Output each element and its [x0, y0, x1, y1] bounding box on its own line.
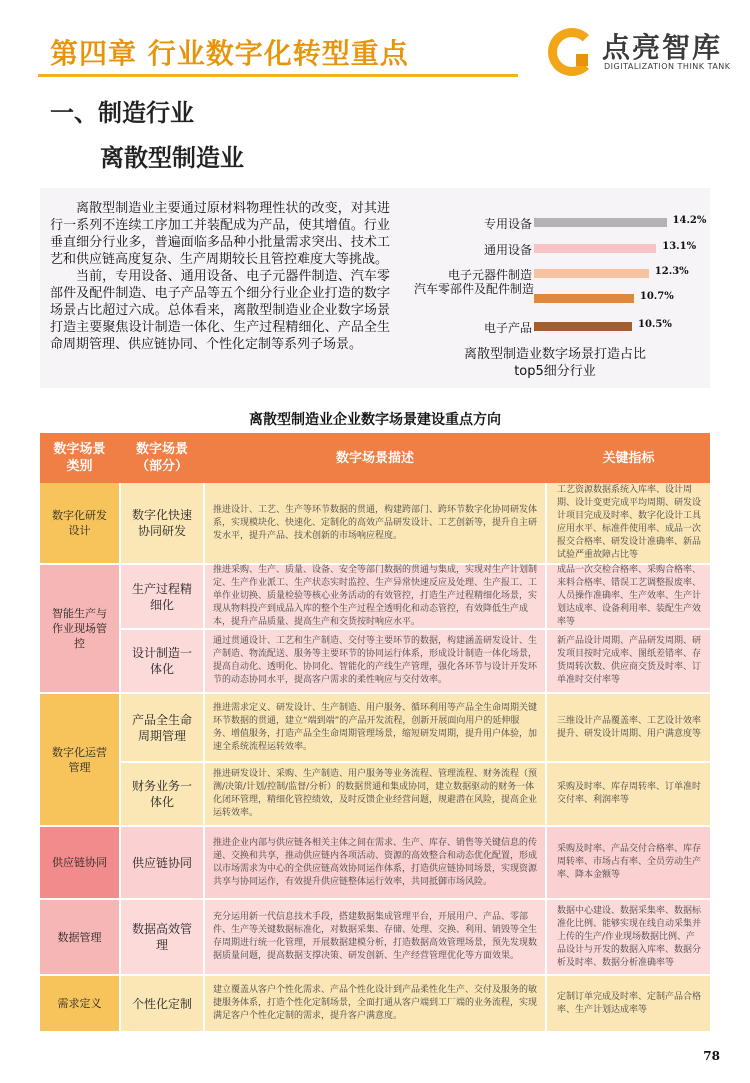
- category-cell: [40, 694, 119, 825]
- header-divider: [38, 74, 518, 77]
- logo-subtitle: DIGITALIZATION THINK TANK: [604, 62, 731, 71]
- indicator-cell: [547, 694, 710, 761]
- description-cell: [205, 565, 545, 628]
- table-header: [40, 433, 710, 483]
- scene-cell: [121, 900, 203, 974]
- scene-cell: [121, 976, 203, 1031]
- brand-logo: [548, 24, 731, 80]
- bar-category-label: 电子元器件制造: [447, 268, 532, 282]
- category-cell: [40, 565, 119, 692]
- description-cell-text: 充分运用新一代信息技术手段，搭建数据集成管理平台，开展用户、产品、零部件、生产等关键数据标准化，对数据采集、存储、处理、交换、利用、销毁等全生存周期进行统一化管理，开展数据建模分析，打造数据高效管理场景，预先发现数据质量问题，提高数据支撑决策、研发创新、生产经营管理优化等方面效果。: [213, 912, 538, 961]
- category-cell-text: 智能生产与作业现场管控: [52, 607, 107, 650]
- bar-value-label: 13.1%: [662, 241, 697, 252]
- intro-paragraph: 离散型制造业主要通过原材料物理性状的改变，对其进行一系列不连续工序加工并装配成为产品，使其增值。行业垂直细分行业多，普遍面临多品种小批量需求突出、技术工艺和供应链高度复杂、生产周期较长且管控难度大等挑战。: [50, 201, 390, 267]
- indicator-cell: [547, 900, 710, 974]
- category-cell-text: 数字化运营管理: [52, 745, 107, 774]
- bar-row: [410, 316, 710, 338]
- page-number: 78: [703, 1049, 720, 1063]
- logo-name: 点亮智库: [602, 31, 723, 64]
- category-cell: [40, 976, 119, 1031]
- bar: [534, 269, 649, 278]
- description-cell-text: 建立覆盖从客户个性化需求、产品个性化设计到产品柔性化生产、交付及服务的敏捷服务体系，打造个性化定制场景，全面打通从客户端到工厂端的业务流程，实现满足客户个性化定制的需求，提升客户满意度。: [213, 985, 538, 1021]
- description-cell-text: 推进设计、工艺、生产等环节数据的贯通，构建跨部门、跨环节数字化协同研发体系，实现模块化、快速化、定制化的高效产品研发设计、工艺创新等，提升自主研发水平，提升产品、技术创新的市场响应程度。: [213, 504, 538, 541]
- category-cell-text: 数字化研发设计: [52, 509, 107, 537]
- indicator-cell-text: 新产品设计周期、产品研发周期、研发项目按时完成率、图纸差错率、存货周转次数、供应商交货及时率、订单准时交付率等: [557, 636, 702, 685]
- indicator-cell-text: 工艺资源数据系统入库率、设计周期、设计变更完成平均周期、研发设计项目完成及时率、数字化设计工具应用水平、标准件使用率、成品一次报交合格率、研发设计准确率、新品试验严重故障占比等: [557, 485, 702, 560]
- indicator-cell-text: 三维设计产品覆盖率、工艺设计效率提升、研发设计周期、用户满意度等: [557, 715, 702, 739]
- header-description: 数字场景描述: [335, 450, 414, 466]
- category-cell: [40, 483, 119, 563]
- section-title: 一、制造行业: [50, 99, 194, 127]
- description-cell-text: 推进需求定义、研发设计、生产制造、用户服务、循环利用等产品全生命周期关键环节数据的贯通，建立“端到端”的产品开发流程，创新开展面向用户的延伸服务、增值服务，打造产品全生命周期管理场景，缩短研发周期，提升用户体验，加速全系统流程运转效率。: [213, 702, 538, 752]
- description-cell-text: 推进采购、生产、质量、设备、安全等部门数据的贯通与集成，实现对生产计划制定、生产作业派工、生产状态实时监控、生产异常快速反应及处理、生产报工、工单作业切换、质量检验等核心业务活动的有效管控，打造生产过程精细化场景，实现从物料投产到成品入库的整个生产过程全透明化和动态管控，有效降低生产成本，提升产品质量、提高生产和交货按时响应水平。: [213, 565, 538, 627]
- scene-cell-text: 供应链协同: [131, 855, 192, 870]
- description-cell-text: 推进研发设计、采购、生产制造、用户服务等业务流程、管理流程、财务流程（预测/决策/计划/控制/监督/分析）的数据贯通和集成协同，建立数据驱动的财务一体化闭环管理，精细化管控绩效，及时反馈企业经营问题，规避潜在风险，提高企业运转效率。: [213, 769, 538, 818]
- header-scene: 数字场景（部分）: [135, 442, 188, 474]
- scene-cell-text: 数据高效管理: [131, 922, 192, 952]
- bar-row: [410, 282, 710, 310]
- scene-cell: [121, 483, 203, 563]
- scene-cell-text: 数字化快速协同研发: [131, 508, 192, 538]
- indicator-cell-text: 采购及时率、库存周转率、订单准时交付率、利润率等: [557, 782, 702, 805]
- header-category: 数字场景类别: [53, 442, 106, 474]
- scene-cell: [121, 763, 203, 825]
- description-cell-text: 推进企业内部与供应链各相关主体之间在需求、生产、库存、销售等关键信息的传递、交换和共享，推动供应链内各项活动、资源的高效整合和动态优化配置，形成以市场需求为中心的全供应链高效协同运作体系，打造供应链协同场景，实现资源共享与协同运作，有效提升供应链整体运行效率，共同抵御市场风险。: [213, 837, 538, 887]
- scene-cell: [121, 827, 203, 898]
- bar: [534, 244, 656, 253]
- intro-paragraph: 当前，专用设备、通用设备、电子元器件制造、汽车零部件及配件制造、电子产品等五个细分行业企业打造的数字场景占比超过六成。总体看来，离散型制造业企业数字场景打造主要聚焦设计制造一体化、生产过程精细化、产品全生命周期管理、供应链协同、个性化定制等系列子场景。: [50, 269, 390, 352]
- category-cell: [40, 900, 119, 974]
- bar: [534, 294, 634, 303]
- description-cell: [205, 827, 545, 898]
- indicator-cell-text: 定制订单完成及时率、定制产品合格率、生产计划达成率等: [557, 991, 702, 1015]
- indicator-cell-text: 数据中心建设、数据采集率、数据标准化比例、能够实现在线自动采集并上传的生产/作业现场数据比例、产品设计与开发的数据入库率、数据分析及时率、数据分析准确率等: [557, 905, 702, 968]
- bar-category-label: 汽车零部件及配件制造: [414, 282, 535, 296]
- chart-caption: 离散型制造业数字场景打造占比top5细分行业: [463, 347, 646, 379]
- indicator-cell: [547, 763, 710, 825]
- scene-cell-text: 财务业务一体化: [131, 779, 192, 809]
- indicator-cell: [547, 483, 710, 563]
- bar: [534, 322, 632, 331]
- bar-category-label: 电子产品: [483, 321, 532, 335]
- description-cell: [205, 630, 545, 692]
- description-cell: [205, 900, 545, 974]
- indicator-cell-text: 成品一次交检合格率、采购合格率、来料合格率、错误工艺调整报废率、人员操作准确率、生产效率、生产计划达成率、设备利用率、装配生产效率等: [557, 565, 702, 627]
- page-header: [38, 24, 731, 80]
- scene-cell-text: 设计制造一体化: [131, 646, 192, 676]
- bar-category-label: 通用设备: [483, 243, 532, 257]
- header-indicators: 关键指标: [602, 450, 655, 466]
- indicator-cell: [547, 565, 710, 628]
- category-cell-text: 供应链协同: [52, 856, 107, 869]
- bar-value-label: 10.7%: [639, 291, 674, 302]
- scene-cell-text: 生产过程精细化: [131, 581, 192, 612]
- chapter-title: 第四章 行业数字化转型重点: [50, 37, 409, 70]
- category-cell: [40, 827, 119, 898]
- table-title: 离散型制造业企业数字场景建设重点方向: [249, 412, 501, 428]
- indicator-cell: [547, 976, 710, 1031]
- description-cell: [205, 976, 545, 1031]
- scene-cell: [121, 630, 203, 692]
- description-cell: [205, 694, 545, 761]
- sub-title: 离散型制造业: [100, 144, 244, 172]
- scene-cell: [121, 565, 203, 628]
- logo-c-icon: [548, 28, 596, 76]
- scene-cell-text: 个性化定制: [131, 996, 192, 1011]
- logo-square-icon: [576, 54, 588, 66]
- category-cell-text: 需求定义: [57, 997, 102, 1010]
- description-cell-text: 通过贯通设计、工艺和生产制造、交付等主要环节的数据，构建涵盖研发设计、生产制造、物流配送、服务等主要环节的协同运行体系，形成设计制造一体化场景，提高自动化、透明化、协同化、智能化的产线生产管理，强化各环节与设计开发环节的动态协同水平，提高客户需求的柔性响应与交付效率。: [213, 636, 538, 685]
- category-cell-text: 数据管理: [57, 930, 102, 944]
- bar-value-label: 10.5%: [638, 319, 672, 330]
- indicator-cell: [547, 827, 710, 898]
- bar: [534, 218, 667, 227]
- bar-category-label: 专用设备: [483, 217, 532, 231]
- indicator-cell: [547, 630, 710, 692]
- bar-value-label: 14.2%: [672, 215, 707, 226]
- scene-cell-text: 产品全生命周期管理: [131, 712, 192, 743]
- indicator-cell-text: 采购及时率、产品交付合格率、库存周转率、市场占有率、全员劳动生产率、降本金额等: [557, 844, 702, 880]
- bar-row: [410, 238, 710, 260]
- bar-row: [410, 212, 710, 234]
- scene-cell: [121, 694, 203, 761]
- description-cell: [205, 483, 545, 563]
- bar-value-label: 12.3%: [654, 266, 689, 277]
- description-cell: [205, 763, 545, 825]
- intro-text: [50, 200, 390, 353]
